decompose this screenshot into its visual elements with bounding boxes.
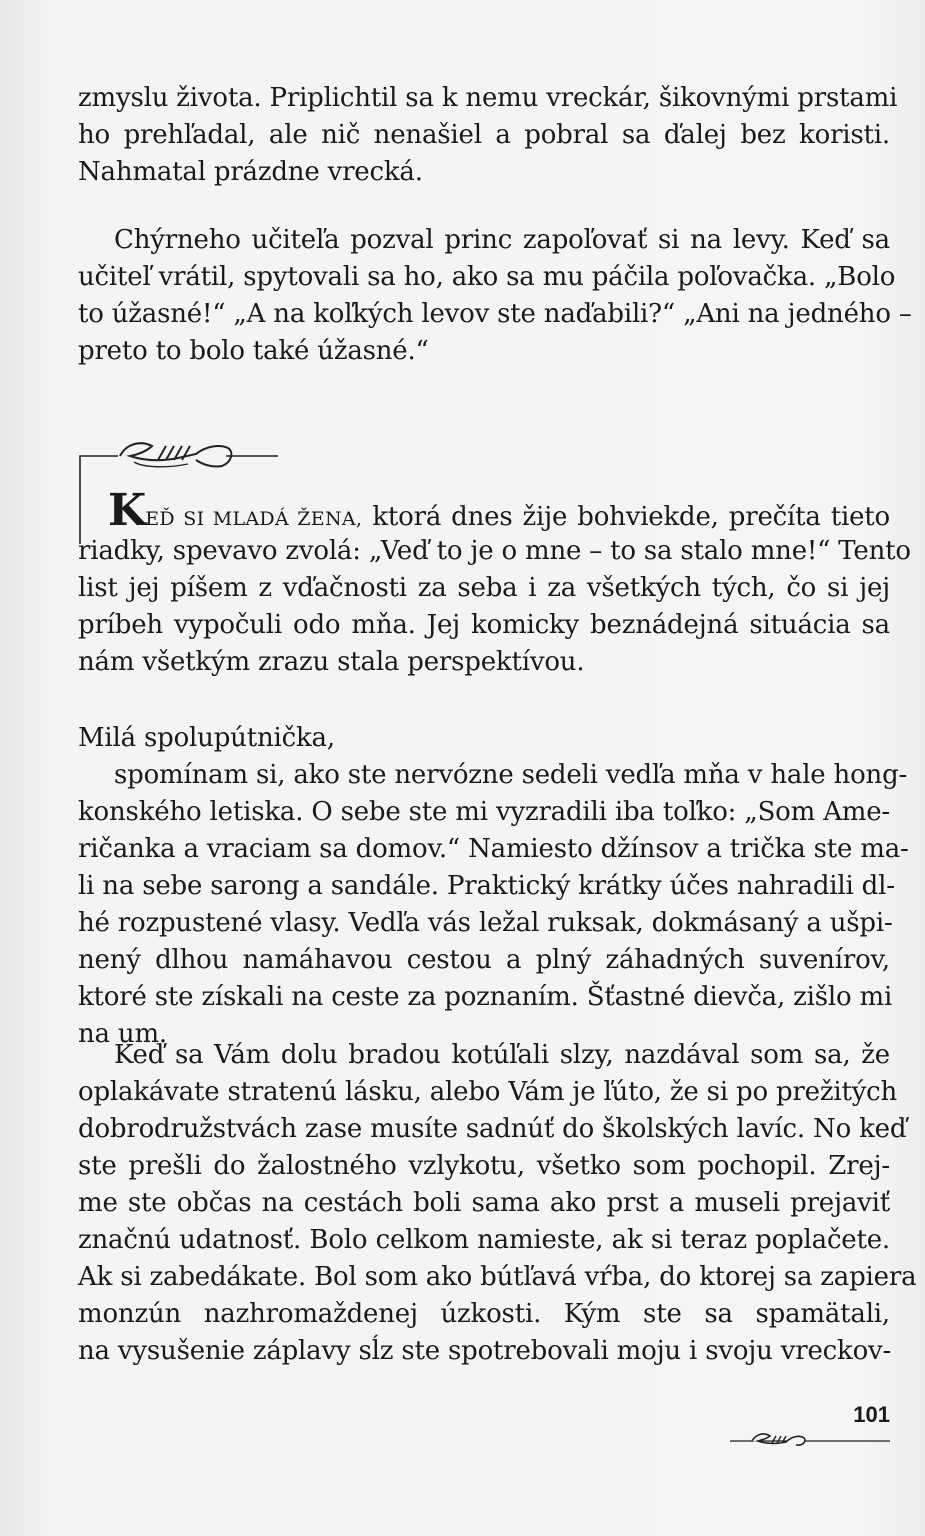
page-number: 101 — [853, 1402, 890, 1427]
paragraph-5 — [78, 1037, 917, 1370]
text-line: ričanka a vraciam sa domov.“ Namiesto džínsov a trička ste ma- — [78, 834, 909, 864]
story-paragraph — [78, 485, 911, 681]
letter-salutation: Milá spolupútnička, — [78, 723, 335, 753]
text-line: nený dlhou namáhavou cestou a plný záhadných suvenírov, — [78, 945, 890, 975]
text-line: me ste občas na cestách boli sama ako prst a museli prejaviť — [78, 1188, 890, 1218]
text-line: značnú udatnosť. Bolo celkom namieste, ak si teraz poplačete. — [78, 1225, 890, 1255]
small-flourish-icon — [730, 1428, 890, 1454]
text-line: konského letiska. O sebe ste mi vyzradili iba toľko: „Som Ame- — [78, 797, 890, 827]
paragraph-1 — [78, 80, 898, 191]
text-line: Ak si zabedákate. Bol som ako bútľavá vŕba, do ktorej sa zapiera — [78, 1262, 917, 1292]
text-line: príbeh vypočuli odo mňa. Jej komicky beznádejná situácia sa — [78, 610, 890, 640]
text-line: preto to bolo také úžasné.“ — [78, 336, 429, 366]
text-line: list jej píšem z vďačnosti za seba i za všetkých tých, čo si jej — [78, 573, 890, 603]
text-line: dobrodružstvách zase musíte sadnúť do školských lavíc. No keď — [78, 1114, 907, 1144]
text-line: nám všetkým zrazu stala perspektívou. — [78, 647, 585, 677]
text-line: to úžasné!“ „A na koľkých levov ste naďabili?“ „Ani na jedného – — [78, 299, 912, 329]
text-line: zmyslu života. Priplichtil sa k nemu vreckár, šikovnými prstami — [78, 83, 898, 113]
text-line: li na sebe sarong a sandále. Praktický krátky účes nahradili dl- — [78, 871, 895, 901]
text-line: ho prehľadal, ale nič nenašiel a pobral sa ďalej bez koristi. — [78, 120, 890, 150]
text-line: ktoré ste získali na ceste za poznaním. Šťastné dievča, zišlo mi — [78, 982, 893, 1012]
first-line-rest: ktorá dnes žije bohviekde, prečíta tieto — [362, 502, 890, 532]
text-line: ste prešli do žalostného vzlykotu, všetko som pochopil. Zrej- — [78, 1151, 890, 1181]
letter-paragraph — [78, 720, 909, 1053]
text-line-with-dropcap — [78, 485, 890, 536]
text-line: na vysušenie záplavy sĺz ste spotrebovali moju i svoju vreckov- — [78, 1336, 892, 1366]
small-caps-opening: EĎ SI MLADÁ ŽENA, — [145, 508, 363, 530]
text-line: hé rozpustené vlasy. Vedľa vás ležal ruksak, dokmásaný a ušpi- — [78, 908, 893, 938]
text-line: Chýrneho učiteľa pozval princ zapoľovať si na levy. Keď sa — [114, 225, 890, 255]
text-line: učiteľ vrátil, spytovali sa ho, ako sa mu páčila poľovačka. „Bolo — [78, 262, 896, 292]
drop-cap: K — [108, 485, 146, 536]
text-line: Keď sa Vám dolu bradou kotúľali slzy, nazdával som sa, že — [114, 1040, 890, 1070]
text-line: monzún nazhromaždenej úzkosti. Kým ste sa spamätali, — [78, 1299, 890, 1329]
text-line: riadky, spevavo zvolá: „Veď to je o mne – to sa stalo mne!“ Tento — [78, 536, 911, 566]
text-line: oplakávate stratenú lásku, alebo Vám je ľúto, že si po prežitých — [78, 1077, 898, 1107]
text-line: Nahmatal prázdne vrecká. — [78, 157, 423, 187]
text-line: na um. — [78, 1019, 167, 1049]
paragraph-2 — [78, 222, 912, 370]
text-line: spomínam si, ako ste nervózne sedeli vedľa mňa v hale hong- — [114, 760, 908, 790]
